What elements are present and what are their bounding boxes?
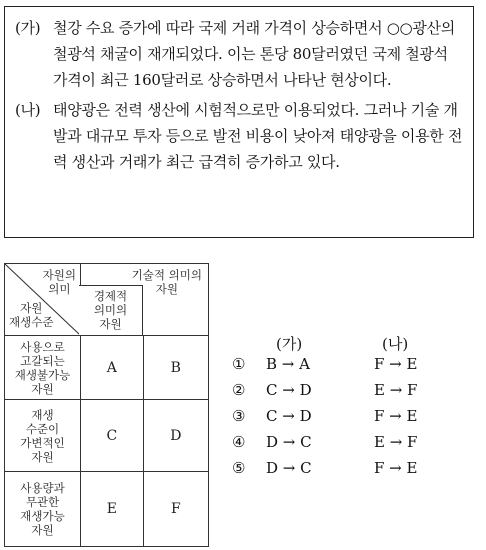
- choice-na: E → F: [374, 381, 418, 399]
- passage-label: (가): [15, 19, 41, 37]
- table-cell: B: [143, 336, 208, 400]
- choice-na: F → E: [374, 459, 418, 477]
- choice-option-5[interactable]: [232, 459, 472, 485]
- header-ga: (가): [276, 335, 303, 353]
- passage-text: 태양광은 전력 생산에 시험적으로만 이용되었다. 그러나 기술 개발과 대규모 투자 등으로 발전 비용이 낮아져 태양광을 이용한 전력 생산과 거래가 최근 급격히 증가하고 있다.: [53, 101, 463, 171]
- choice-number: ④: [232, 433, 246, 451]
- choice-ga: C → D: [266, 407, 312, 425]
- tech-header-label: 기술적 의미의 자원: [131, 268, 202, 296]
- choice-number: ③: [232, 407, 246, 425]
- econ-header-label: 경제적 의미의 자원: [93, 289, 128, 331]
- choice-option-2[interactable]: [232, 381, 472, 407]
- choice-ga: D → C: [266, 459, 312, 477]
- table-cell: F: [143, 472, 208, 547]
- table-cell: D: [143, 400, 208, 472]
- choice-na: F → E: [374, 355, 418, 373]
- econ-header: [79, 285, 143, 335]
- choice-ga: D → C: [266, 433, 312, 451]
- corner-top-label: 자원의 의미: [42, 268, 76, 296]
- choice-option-3[interactable]: [232, 407, 472, 433]
- resource-table: [4, 263, 209, 546]
- choice-na: E → F: [374, 433, 418, 451]
- choice-ga: C → D: [266, 381, 312, 399]
- table-corner-header: [5, 264, 81, 336]
- choice-option-1[interactable]: [232, 355, 472, 381]
- choice-number: ⑤: [232, 459, 246, 477]
- table-cell: A: [81, 336, 144, 400]
- passage-text: 철강 수요 증가에 따라 국제 거래 가격이 상승하면서 ○○광산의 철광석 채굴이 재개되었다. 이는 톤당 80달러였던 국제 철광석 가격이 최근 160달러로 상승하면서 나타난 현상이다.: [53, 19, 455, 89]
- choice-number: ①: [232, 355, 246, 373]
- choice-option-4[interactable]: [232, 433, 472, 459]
- header-na: (나): [382, 335, 409, 353]
- passage-box: [4, 6, 474, 238]
- choices-header: [232, 333, 472, 355]
- row-header: 사용으로 고갈되는 재생불가능 자원: [5, 336, 81, 400]
- passage-label: (나): [15, 101, 41, 119]
- row-header: 재생 수준이 가변적인 자원: [5, 400, 81, 472]
- table-cell: C: [81, 400, 144, 472]
- choice-number: ②: [232, 381, 246, 399]
- corner-bottom-label: 자원 재생수준: [9, 301, 54, 329]
- passage-item-na: [15, 97, 463, 175]
- row-header: 사용량과 무관한 재생가능 자원: [5, 472, 81, 547]
- choice-na: F → E: [374, 407, 418, 425]
- table-cell: E: [81, 472, 144, 547]
- answer-choices: [232, 333, 472, 485]
- passage-item-ga: [15, 15, 463, 93]
- choice-ga: B → A: [266, 355, 310, 373]
